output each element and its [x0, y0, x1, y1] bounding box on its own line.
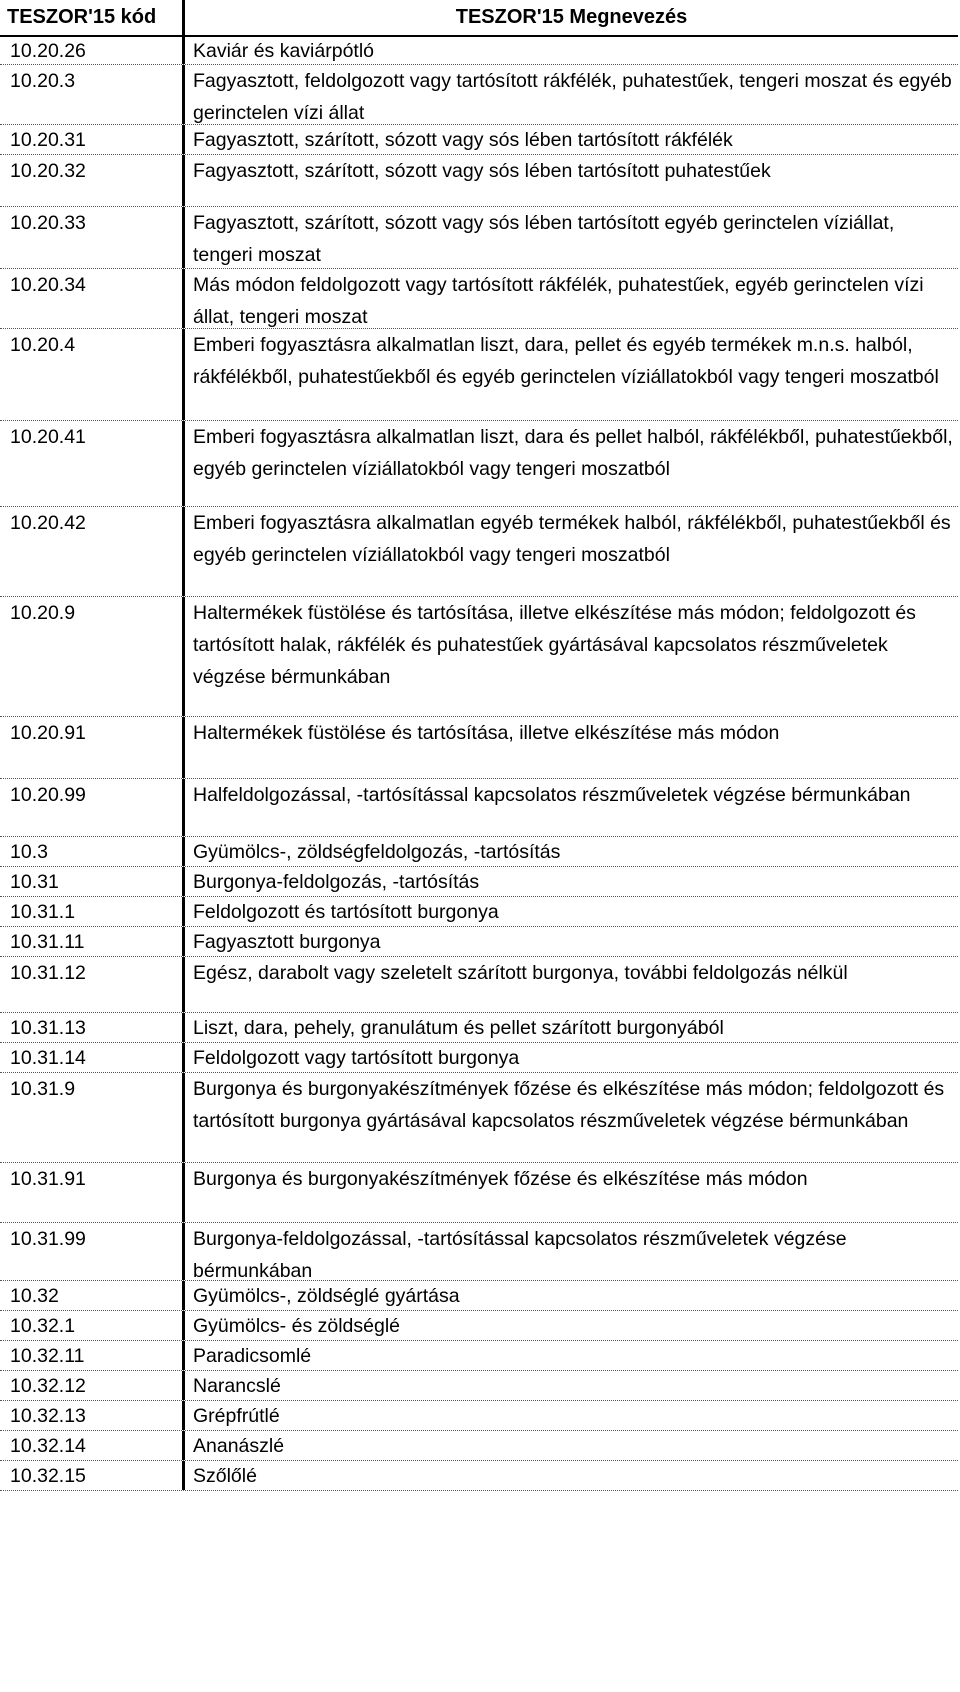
table-row: [0, 717, 958, 779]
row-name: Emberi fogyasztásra alkalmatlan egyéb termékek halból, rákfélékből, puhatestűekből és egyéb gerinctelen víziállatokból vagy tengeri moszatból: [193, 512, 951, 566]
row-name: Haltermékek füstölése és tartósítása, illetve elkészítése más módon; feldolgozott és tartósított halak, rákfélék és puhatestűek gyártásával kapcsolatos részműveletek végzése bérmunkában: [193, 602, 916, 688]
row-code: 10.20.3: [0, 65, 185, 124]
row-code: 10.20.9: [0, 597, 185, 716]
row-code: 10.32: [0, 1281, 185, 1310]
row-name: Ananászlé: [193, 1435, 285, 1457]
row-name: Emberi fogyasztásra alkalmatlan liszt, dara és pellet halból, rákfélékből, puhatestűekből, egyéb gerinctelen víziállatokból vagy tengeri moszatból: [193, 426, 953, 480]
row-name: Narancslé: [193, 1375, 281, 1397]
row-code: 10.3: [0, 837, 185, 866]
table-body: [0, 37, 958, 1491]
row-name: Fagyasztott, szárított, sózott vagy sós lében tartósított puhatestűek: [193, 160, 771, 182]
row-name: Burgonya-feldolgozás, -tartósítás: [193, 871, 480, 893]
table-row: [0, 1341, 958, 1371]
row-name: Emberi fogyasztásra alkalmatlan liszt, dara, pellet és egyéb termékek m.n.s. halból, rákfélékből, puhatestűekből és egyéb gerinctelen víziállatokból vagy tengeri moszatból: [193, 334, 939, 388]
table-row: [0, 207, 958, 269]
row-code: 10.32.14: [0, 1431, 185, 1460]
row-name: Liszt, dara, pehely, granulátum és pellet szárított burgonyából: [193, 1017, 724, 1039]
row-code: 10.20.91: [0, 717, 185, 778]
row-code: 10.20.42: [0, 507, 185, 596]
table-row: [0, 329, 958, 421]
header-code: TESZOR'15 kód: [0, 0, 185, 35]
table-row: [0, 269, 958, 329]
row-code: 10.31.11: [0, 927, 185, 956]
table-row: [0, 1461, 958, 1491]
row-name: Szőlőlé: [193, 1465, 257, 1487]
table-row: [0, 65, 958, 125]
table-row: [0, 1431, 958, 1461]
table-row: [0, 867, 958, 897]
row-name: Más módon feldolgozott vagy tartósított rákfélék, puhatestűek, egyéb gerinctelen vízi állat, tengeri moszat: [193, 274, 924, 328]
table-row: [0, 155, 958, 207]
row-code: 10.31.9: [0, 1073, 185, 1162]
table-row: [0, 1401, 958, 1431]
row-code: 10.31.14: [0, 1043, 185, 1072]
row-name: Feldolgozott vagy tartósított burgonya: [193, 1047, 520, 1069]
row-name: Haltermékek füstölése és tartósítása, illetve elkészítése más módon: [193, 722, 780, 744]
row-name: Fagyasztott, szárított, sózott vagy sós lében tartósított egyéb gerinctelen víziállat, tengeri moszat: [193, 212, 895, 266]
row-name: Gyümölcs-, zöldséglé gyártása: [193, 1285, 460, 1307]
row-code: 10.32.15: [0, 1461, 185, 1490]
row-code: 10.31.99: [0, 1223, 185, 1280]
table-row: [0, 1281, 958, 1311]
row-code: 10.20.4: [0, 329, 185, 420]
row-code: 10.31.12: [0, 957, 185, 1012]
row-name: Burgonya és burgonyakészítmények főzése és elkészítése más módon: [193, 1168, 808, 1190]
row-code: 10.31.1: [0, 897, 185, 926]
row-code: 10.20.41: [0, 421, 185, 506]
table-row: [0, 1163, 958, 1223]
row-code: 10.20.26: [0, 37, 185, 64]
row-code: 10.31: [0, 867, 185, 896]
table-row: [0, 1043, 958, 1073]
row-code: 10.32.13: [0, 1401, 185, 1430]
table-row: [0, 1371, 958, 1401]
row-name: Kaviár és kaviárpótló: [193, 40, 375, 62]
row-name: Burgonya és burgonyakészítmények főzése és elkészítése más módon; feldolgozott és tartósított burgonya gyártásával kapcsolatos részműveletek végzése bérmunkában: [193, 1078, 945, 1132]
table-header: [0, 0, 958, 37]
row-code: 10.32.11: [0, 1341, 185, 1370]
table-row: [0, 927, 958, 957]
table-row: [0, 597, 958, 717]
table-row: [0, 37, 958, 65]
table-row: [0, 1073, 958, 1163]
table-row: [0, 507, 958, 597]
row-name: Halfeldolgozással, -tartósítással kapcsolatos részműveletek végzése bérmunkában: [193, 784, 911, 806]
table-row: [0, 957, 958, 1013]
row-code: 10.32.1: [0, 1311, 185, 1340]
row-name: Burgonya-feldolgozással, -tartósítással kapcsolatos részműveletek végzése bérmunkában: [193, 1228, 847, 1282]
row-name: Fagyasztott burgonya: [193, 931, 381, 953]
table-row: [0, 897, 958, 927]
row-code: 10.31.13: [0, 1013, 185, 1042]
row-code: 10.31.91: [0, 1163, 185, 1222]
row-code: 10.20.32: [0, 155, 185, 206]
row-code: 10.32.12: [0, 1371, 185, 1400]
row-name: Gyümölcs-, zöldségfeldolgozás, -tartósítás: [193, 841, 561, 863]
table-row: [0, 1013, 958, 1043]
table-row: [0, 779, 958, 837]
table-row: [0, 1311, 958, 1341]
row-code: 10.20.33: [0, 207, 185, 268]
row-code: 10.20.99: [0, 779, 185, 836]
row-code: 10.20.34: [0, 269, 185, 328]
table-row: [0, 1223, 958, 1281]
row-name: Fagyasztott, szárított, sózott vagy sós lében tartósított rákfélék: [193, 129, 733, 151]
header-name: TESZOR'15 Megnevezés: [455, 6, 688, 28]
row-name: Fagyasztott, feldolgozott vagy tartósított rákfélék, puhatestűek, tengeri moszat és egyéb gerinctelen vízi állat: [193, 70, 952, 124]
table-row: [0, 837, 958, 867]
row-name: Feldolgozott és tartósított burgonya: [193, 901, 499, 923]
row-code: 10.20.31: [0, 125, 185, 154]
table-row: [0, 421, 958, 507]
row-name: Gyümölcs- és zöldséglé: [193, 1315, 400, 1337]
table-row: [0, 125, 958, 155]
row-name: Paradicsomlé: [193, 1345, 312, 1367]
row-name: Egész, darabolt vagy szeletelt szárított burgonya, további feldolgozás nélkül: [193, 962, 848, 984]
row-name: Grépfrútlé: [193, 1405, 280, 1427]
